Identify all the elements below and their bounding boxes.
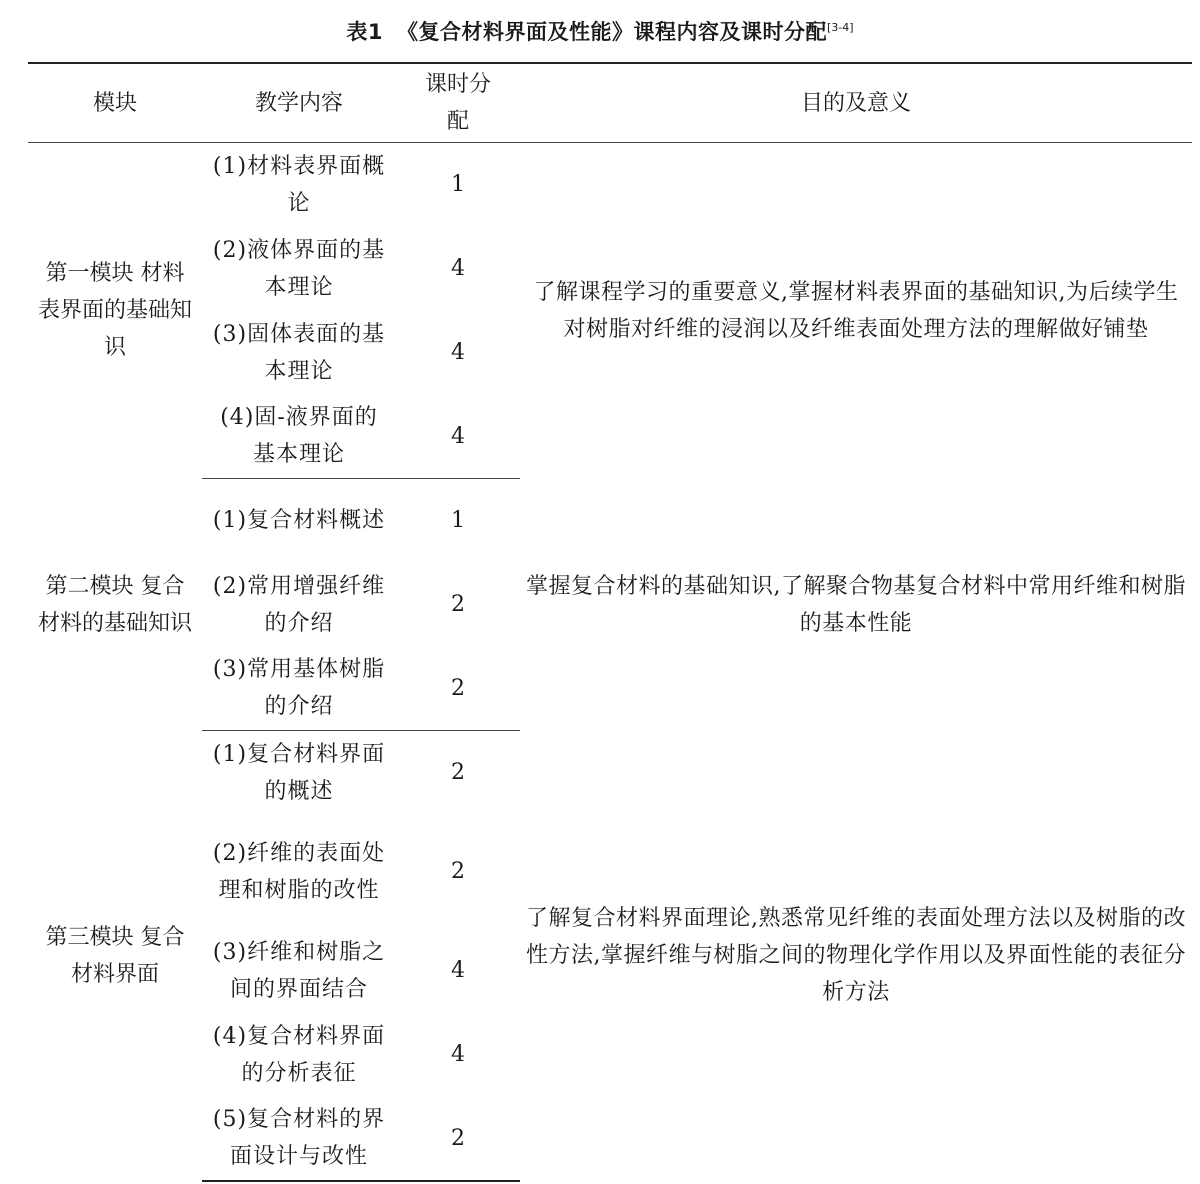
table-caption — [0, 14, 1200, 46]
hours-cell: 4 — [451, 1042, 465, 1067]
content-cell: (2)常用增强纤维的介绍 — [212, 573, 386, 636]
content-cell: (1)复合材料概述 — [212, 508, 386, 534]
module-cell-3: 第三模块 复合材料界面 — [45, 924, 185, 987]
content-cell: (4)固-液界面的基本理论 — [202, 395, 396, 479]
content-cell: (3)常用基体树脂的介绍 — [202, 647, 396, 731]
header-hours: 课时分配 — [396, 63, 520, 143]
content-cell: (1)材料表界面概论 — [212, 153, 386, 216]
content-cell: (3)纤维和树脂之间的界面结合 — [212, 939, 386, 1002]
hours-cell: 2 — [396, 1097, 520, 1181]
header-row — [28, 63, 1192, 143]
header-module: 模块 — [28, 63, 202, 143]
hours-cell: 2 — [451, 592, 465, 617]
hours-cell: 1 — [451, 508, 465, 534]
table-row — [28, 479, 1192, 563]
table-label: 表1 — [346, 20, 384, 44]
hours-cell: 4 — [396, 395, 520, 479]
hours-cell: 2 — [451, 760, 465, 786]
header-content: 教学内容 — [202, 63, 396, 143]
content-cell: (2)液体界面的基本理论 — [212, 237, 386, 300]
header-purpose: 目的及意义 — [520, 63, 1192, 143]
content-cell: (1)复合材料界面的概述 — [212, 741, 386, 804]
hours-cell: 2 — [396, 647, 520, 731]
hours-cell: 4 — [451, 340, 465, 365]
module-cell-2: 第二模块 复合材料的基础知识 — [37, 573, 192, 636]
course-table — [28, 62, 1192, 1182]
hours-cell: 4 — [451, 958, 465, 983]
module-cell-1: 第一模块 材料表界面的基础知识 — [37, 261, 192, 361]
hours-cell: 4 — [451, 256, 465, 281]
content-cell: (2)纤维的表面处理和树脂的改性 — [212, 840, 386, 903]
content-cell: (5)复合材料的界面设计与改性 — [202, 1097, 396, 1181]
purpose-cell-1: 了解课程学习的重要意义,掌握材料表界面的基础知识,为后续学生对树脂对纤维的浸润以及纤维表面处理方法的理解做好铺垫 — [533, 279, 1179, 342]
hours-cell: 2 — [451, 859, 465, 884]
purpose-cell-3: 了解复合材料界面理论,熟悉常见纤维的表面处理方法以及树脂的改性方法,掌握纤维与树脂之间的物理化学作用以及界面性能的表征分析方法 — [526, 906, 1186, 1005]
table-row — [28, 731, 1192, 815]
hours-cell: 1 — [451, 172, 465, 198]
table-row — [28, 143, 1192, 227]
content-cell: (4)复合材料界面的分析表征 — [212, 1023, 386, 1086]
content-cell: (3)固体表面的基本理论 — [212, 321, 386, 384]
citation-ref: [3-4] — [827, 21, 854, 34]
purpose-cell-2: 掌握复合材料的基础知识,了解聚合物基复合材料中常用纤维和树脂的基本性能 — [526, 573, 1186, 636]
table-title: 《复合材料界面及性能》课程内容及课时分配 — [397, 20, 828, 44]
